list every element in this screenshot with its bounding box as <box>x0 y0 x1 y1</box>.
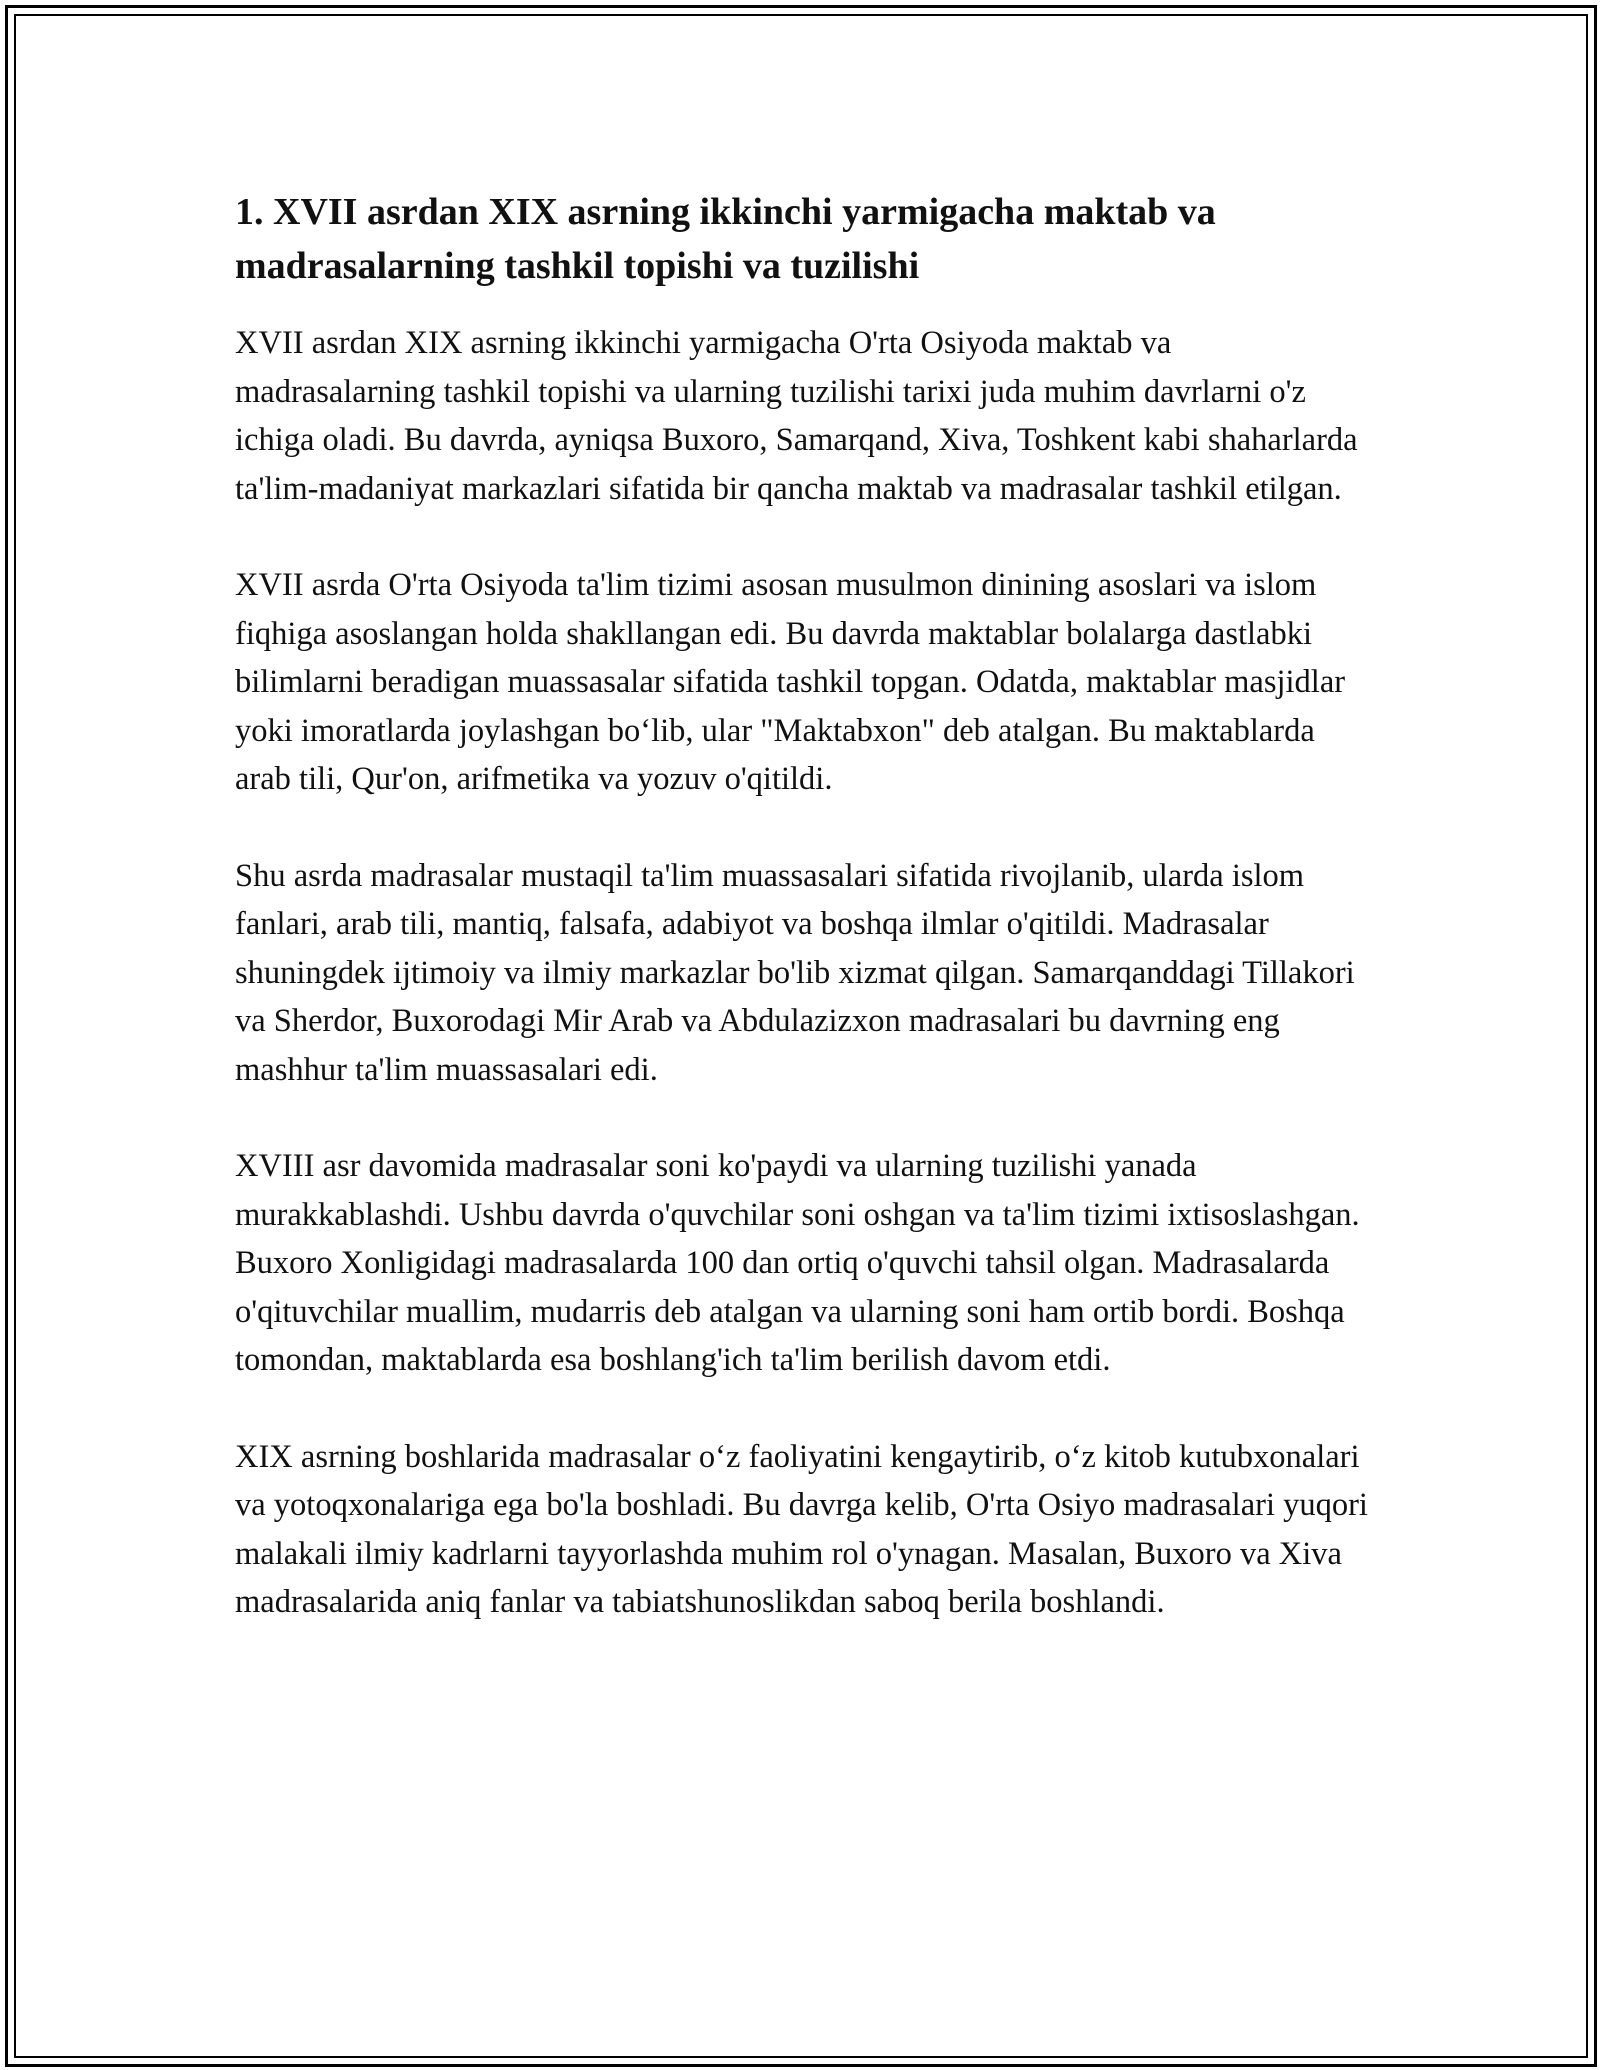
paragraph-3: Shu asrda madrasalar mustaqil ta'lim muassasalari sifatida rivojlanib, ularda islom fanlari, arab tili, mantiq, falsafa, adabiyot va boshqa ilmlar o'qitildi. Madrasalar shuningdek ijtimoiy va ilmiy markazlar bo'lib xizmat qilgan. Samarqanddagi Tillakori va Sherdor, Buxorodagi Mir Arab va Abdulazizxon madrasalari bu davrning eng mashhur ta'lim muassasalari edi. <box>235 857 1355 1088</box>
paragraph-2: XVII asrda O'rta Osiyoda ta'lim tizimi asosan musulmon dinining asoslari va islom fiqhiga asoslangan holda shakllangan edi. Bu davrda maktablar bolalarga dastlabki bilimlarni beradigan muassasalar sifatida tashkil topgan. Odatda, maktablar masjidlar yoki imoratlarda joylashgan bo‘lib, ular "Maktabxon" deb atalgan. Bu maktablarda arab tili, Qur'on, arifmetika va yozuv o'qitildi. <box>235 567 1346 797</box>
paragraph-5: XIX asrning boshlarida madrasalar o‘z faoliyatini kengaytirib, o‘z kitob kutubxonalari va yotoqxonalariga ega bo'la boshladi. Bu davrga kelib, O'rta Osiyo madrasalari yuqori malakali ilmiy kadrlarni tayyorlashda muhim rol o'ynagan. Masalan, Buxoro va Xiva madrasalarida aniq fanlar va tabiatshunoslikdan saboq berila boshlandi. <box>235 1438 1368 1620</box>
paragraph-4: XVIII asr davomida madrasalar soni ko'paydi va ularning tuzilishi yanada murakkablashdi. Ushbu davrda o'quvchilar soni oshgan va ta'lim tizimi ixtisoslashgan. Buxoro Xonligidagi madrasalarda 100 dan ortiq o'quvchi tahsil olgan. Madrasalarda o'qituvchilar muallim, mudarris deb atalgan va ularning soni ham ortib bordi. Boshqa tomondan, maktablarda esa boshlang'ich ta'lim berilish davom etdi. <box>235 1148 1360 1378</box>
paragraph-1: XVII asrdan XIX asrning ikkinchi yarmigacha O'rta Osiyoda maktab va madrasalarning tashkil topishi va ularning tuzilishi tarixi juda muhim davrlarni o'z ichiga oladi. Bu davrda, ayniqsa Buxoro, Samarqand, Xiva, Toshkent kabi shaharlarda ta'lim-madaniyat markazlari sifatida bir qancha maktab va madrasalar tashkil etilgan. <box>235 325 1358 507</box>
document-body <box>235 185 1375 1627</box>
document-title: 1. XVII asrdan XIX asrning ikkinchi yarmigacha maktab va madrasalarning tashkil topishi va tuzilishi <box>235 191 1216 287</box>
